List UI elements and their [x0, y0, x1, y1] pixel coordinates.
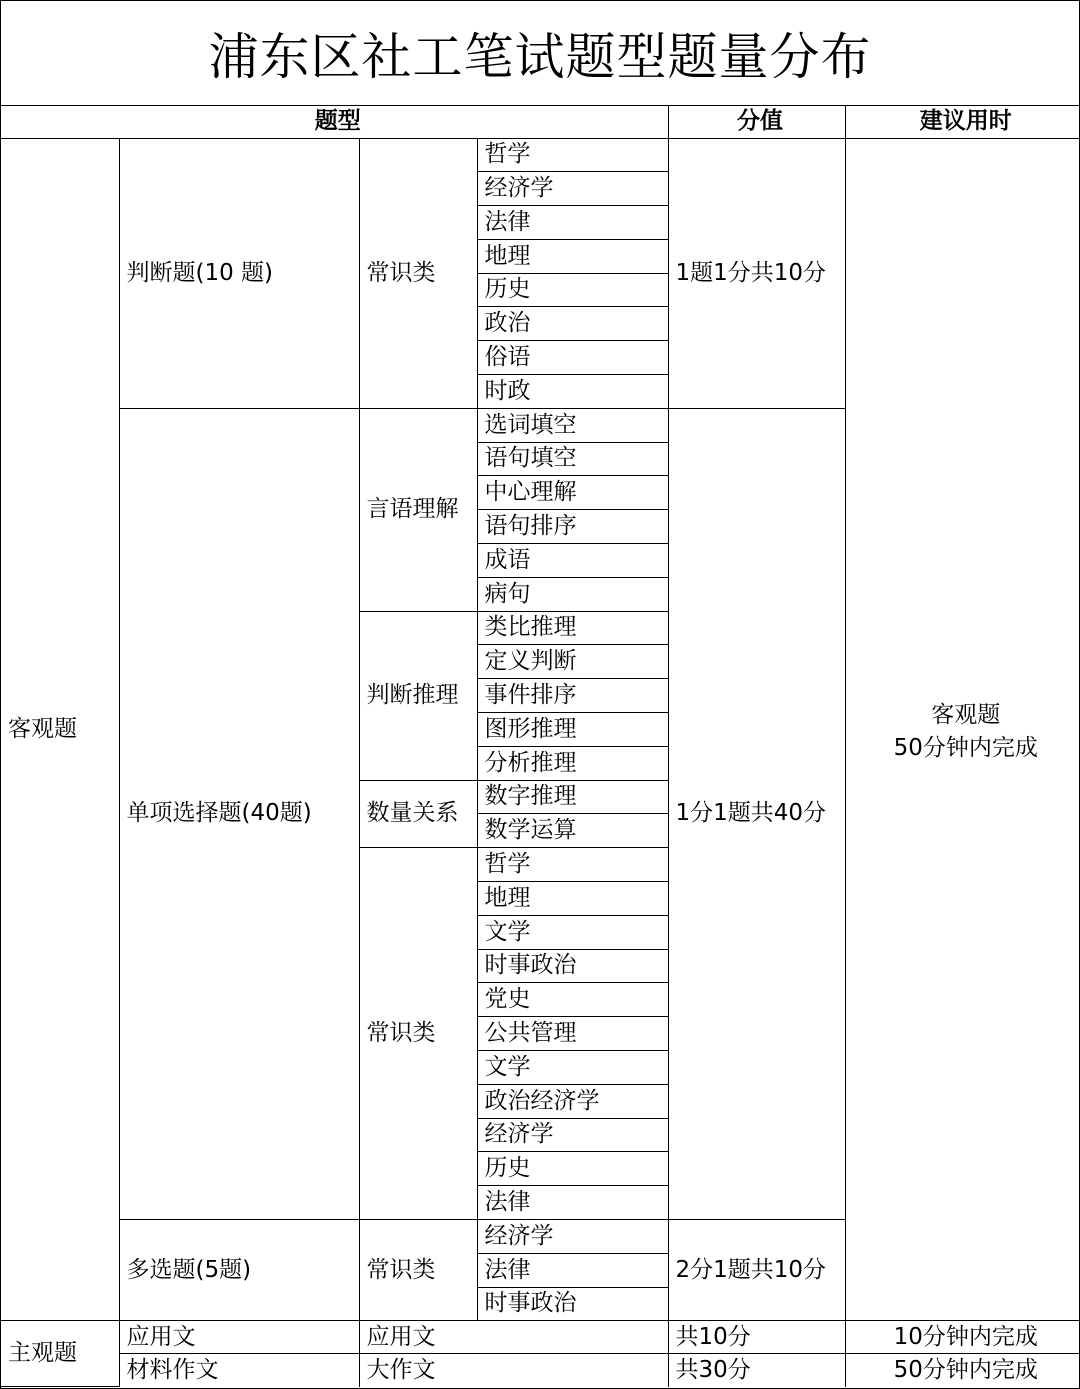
- subject-item: 数字推理: [477, 780, 668, 814]
- subject-item: 地理: [477, 882, 668, 916]
- subject-item: 时事政治: [477, 949, 668, 983]
- subjective-label: 主观题: [1, 1321, 119, 1387]
- subjective-type: 应用文: [119, 1321, 359, 1354]
- objective-time-line1: 客观题: [931, 702, 1001, 729]
- distribution-table: [1, 106, 1079, 1387]
- header-type: 题型: [1, 106, 668, 138]
- subject-item: 法律: [477, 1253, 668, 1287]
- subject-item: 语句排序: [477, 510, 668, 544]
- table-row: [1, 1321, 1079, 1354]
- subjective-type: 材料作文: [119, 1354, 359, 1387]
- subjective-subtype: 大作文: [359, 1354, 668, 1387]
- subject-item: 政治: [477, 307, 668, 341]
- subject-item: 经济学: [477, 1220, 668, 1254]
- subject-item: 党史: [477, 983, 668, 1017]
- subject-item: 语句填空: [477, 442, 668, 476]
- objective-time: [845, 138, 1079, 1321]
- table-row: [1, 138, 1079, 172]
- subject-item: 法律: [477, 206, 668, 240]
- subject-item: 类比推理: [477, 611, 668, 645]
- table-row: [1, 106, 1079, 138]
- subject-item: 经济学: [477, 1118, 668, 1152]
- subject-item: 成语: [477, 544, 668, 578]
- subject-item: 公共管理: [477, 1017, 668, 1051]
- subject-item: 时事政治: [477, 1287, 668, 1321]
- subject-item: 数学运算: [477, 814, 668, 848]
- judgment-score: 1题1分共10分: [668, 138, 845, 408]
- table-row: [1, 1354, 1079, 1387]
- multi-choice-score: 2分1题共10分: [668, 1220, 845, 1321]
- subject-item: 哲学: [477, 138, 668, 172]
- common-category: 常识类: [359, 848, 477, 1220]
- subjective-subtype: 应用文: [359, 1321, 668, 1354]
- objective-time-line2: 50分钟内完成: [893, 735, 1038, 762]
- subject-item: 文学: [477, 915, 668, 949]
- subject-item: 中心理解: [477, 476, 668, 510]
- subject-item: 选词填空: [477, 408, 668, 442]
- subject-item: 法律: [477, 1186, 668, 1220]
- judgment-category: 常识类: [359, 138, 477, 408]
- subject-item: 俗语: [477, 341, 668, 375]
- header-score: 分值: [668, 106, 845, 138]
- subject-item: 文学: [477, 1051, 668, 1085]
- page-title: 浦东区社工笔试题型题量分布: [1, 1, 1079, 106]
- subjective-time: 50分钟内完成: [845, 1354, 1079, 1387]
- judgment-label: 判断题(10 题): [119, 138, 359, 408]
- subject-item: 事件排序: [477, 679, 668, 713]
- single-choice-score: 1分1题共40分: [668, 408, 845, 1219]
- verbal-category: 言语理解: [359, 408, 477, 611]
- subjective-time: 10分钟内完成: [845, 1321, 1079, 1354]
- subject-item: 图形推理: [477, 713, 668, 747]
- subject-item: 历史: [477, 273, 668, 307]
- subject-item: 历史: [477, 1152, 668, 1186]
- subject-item: 地理: [477, 239, 668, 273]
- multi-choice-label: 多选题(5题): [119, 1220, 359, 1321]
- subjective-score: 共10分: [668, 1321, 845, 1354]
- header-time: 建议用时: [845, 106, 1079, 138]
- subject-item: 时政: [477, 375, 668, 409]
- objective-label: 客观题: [1, 138, 119, 1321]
- subject-item: 病句: [477, 577, 668, 611]
- quantity-category: 数量关系: [359, 780, 477, 848]
- subject-item: 定义判断: [477, 645, 668, 679]
- single-choice-label: 单项选择题(40题): [119, 408, 359, 1219]
- multi-choice-category: 常识类: [359, 1220, 477, 1321]
- subject-item: 哲学: [477, 848, 668, 882]
- subject-item: 政治经济学: [477, 1084, 668, 1118]
- reasoning-category: 判断推理: [359, 611, 477, 780]
- subjective-score: 共30分: [668, 1354, 845, 1387]
- subject-item: 经济学: [477, 172, 668, 206]
- subject-item: 分析推理: [477, 746, 668, 780]
